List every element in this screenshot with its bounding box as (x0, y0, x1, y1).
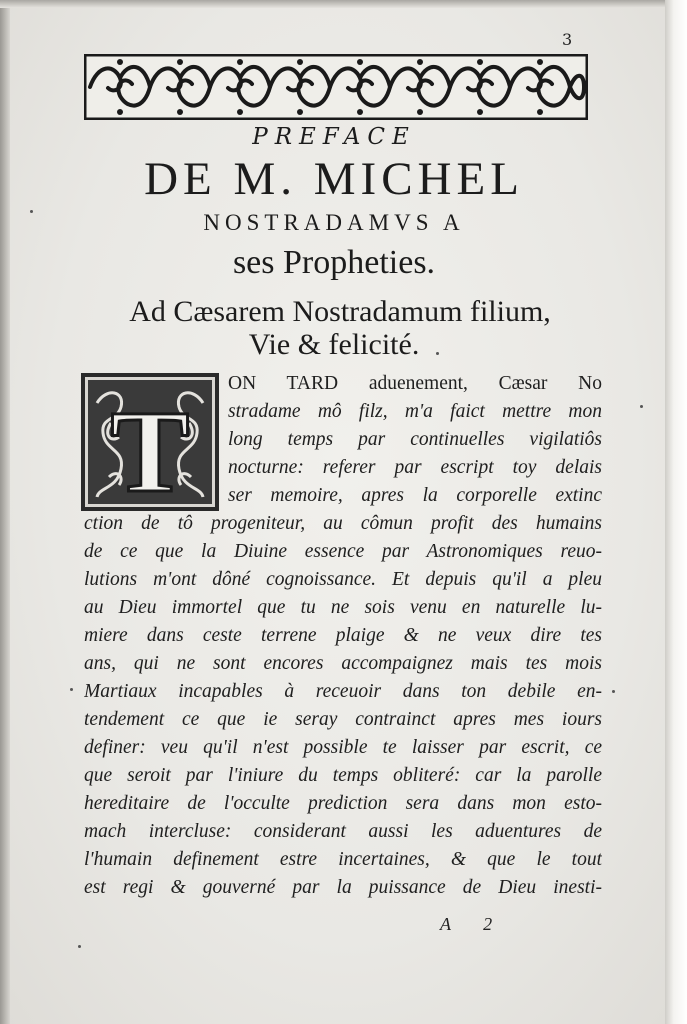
signature-mark: A 2 (440, 914, 507, 934)
initial-letter-t: T (110, 386, 190, 511)
title-nostradamus: NOSTRADAMVS A (203, 210, 465, 235)
title-ses-propheties: ses Propheties. (232, 244, 436, 281)
paper-speck (640, 405, 643, 408)
body-line-6: ction de tô progeniteur, au cômun profit des humains (84, 513, 602, 534)
paper-speck (30, 210, 33, 213)
title-ad-caesarem: Ad Cæsarem Nostradamum filium, (129, 295, 551, 328)
body-line-4: nocturne: referer par escript toy delais (228, 457, 602, 478)
body-line-15: que seroit par l'iniure du temps obliteré: car la parolle (84, 765, 602, 786)
body-line-8: lutions m'ont dôné cognoissance. Et depuis qu'il a pleu (84, 569, 602, 590)
body-line-14: definer: veu qu'il n'est possible te laisser par escrit, ce (84, 737, 602, 758)
page-number: 3 (562, 30, 573, 49)
body-line-19: est regi & gouverné par la puissance de Dieu inesti- (84, 877, 602, 898)
body-line-3: long temps par continuelles vigilatiôs (228, 429, 602, 450)
page-top-edge-shadow (0, 0, 687, 8)
ornamental-headpiece (84, 54, 588, 120)
body-line-5: ser memoire, apres la corporelle extinc (228, 485, 602, 506)
paper-speck (70, 688, 73, 691)
body-line-7: de ce que la Diuine essence par Astronomiques reuo- (84, 541, 602, 562)
title-vie-felicite: Vie & felicité. (248, 328, 420, 361)
body-line-9: au Dieu immortel que tu ne sois venu en naturelle lu- (84, 597, 602, 618)
body-line-18: l'humain definement estre incertaines, & que le tout (84, 849, 602, 870)
title-preface: PREFACE (252, 124, 416, 150)
body-line-13: tendement ce que ie seray contrainct apres mes iours (84, 709, 602, 730)
page-right-margin (665, 0, 687, 1024)
paper-speck (436, 352, 439, 355)
body-line-10: miere dans ceste terrene plaige & ne veux dire tes (84, 625, 602, 646)
decorated-initial-letter (81, 373, 219, 511)
body-line-16: hereditaire de l'occulte prediction sera dans mon esto- (84, 793, 602, 814)
title-de-m-michel: DE M. MICHEL (144, 153, 524, 205)
page-left-edge-shadow (0, 0, 10, 1024)
body-line-2: stradame mô filz, m'a faict mettre mon (228, 401, 602, 422)
body-line-12: Martiaux incapables à receuoir dans ton debile en- (84, 681, 602, 702)
paper-speck (78, 945, 81, 948)
body-line-11: ans, qui ne sont encores accompaignez mais tes mois (84, 653, 602, 674)
paper-speck (612, 690, 615, 693)
body-line-17: mach intercluse: considerant aussi les aduentures de (84, 821, 602, 842)
body-line-1: ON TARD aduenement, Cæsar No (228, 373, 602, 394)
